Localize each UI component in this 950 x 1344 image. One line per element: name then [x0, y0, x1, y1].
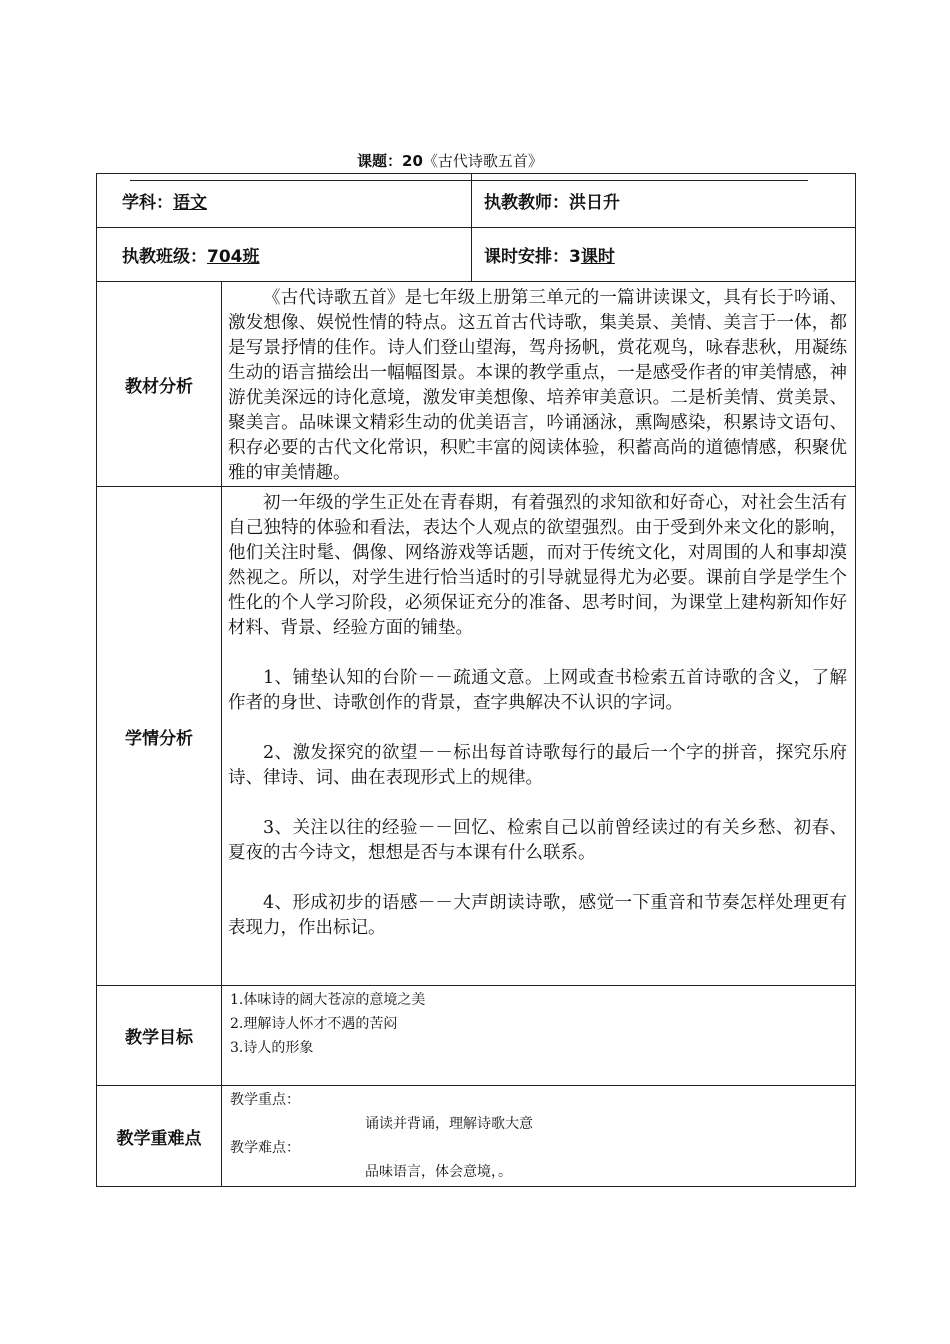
hours-unit: 课时 — [580, 247, 615, 267]
title-label: 课题：20 — [357, 152, 423, 170]
subject-value: 语文 — [173, 193, 207, 213]
focus-diff-label: 教学难点： — [230, 1140, 300, 1156]
lesson-plan-table — [96, 173, 856, 1187]
focus-diff-text: 品味语言，体会意境，。 — [365, 1164, 512, 1180]
students-text-cell — [222, 487, 856, 986]
class-cell — [97, 228, 472, 282]
focus-label: 教学重难点 — [97, 1086, 222, 1187]
material-label: 教材分析 — [97, 282, 222, 487]
students-label: 学情分析 — [97, 487, 222, 986]
goals-cell — [222, 986, 856, 1086]
subject-label: 学科： — [122, 193, 173, 213]
goal-item: 1.体味诗的阔大苍凉的意境之美 — [230, 992, 426, 1008]
students-paragraph: 初一年级的学生正处在青春期，有着强烈的求知欲和好奇心，对社会生活有自己独特的体验和看法，表达个人观点的欲望强烈。由于受到外来文化的影响，他们关注时髦、偶像、网络游戏等话题，而对于传统文化，对周围的人和事却漠然视之。所以，对学生进行恰当适时的引导就显得尤为必要。课前自学是学生个性化的个人学习阶段，必须保证充分的准备、思考时间，为课堂上建构新知作好材料、背景、经验方面的铺垫。 — [228, 493, 847, 638]
goal-item: 3.诗人的形象 — [230, 1040, 314, 1056]
class-label: 执教班级： — [122, 247, 207, 267]
teacher-label: 执教教师： — [484, 193, 569, 213]
hours-cell — [472, 228, 856, 282]
subject-cell — [97, 174, 472, 228]
students-paragraph: 4、形成初步的语感－－大声朗读诗歌，感觉一下重音和节奏怎样处理更有表现力，作出标记。 — [228, 893, 847, 938]
teacher-value: 洪日升 — [569, 193, 620, 213]
focus-cell — [222, 1086, 856, 1187]
material-text: 《古代诗歌五首》是七年级上册第三单元的一篇讲读课文，具有长于吟诵、激发想像、娱悦性情的特点。这五首古代诗歌，集美景、美情、美言于一体，都是写景抒情的佳作。诗人们登山望海，驾舟扬帆，赏花观鸟，咏春悲秋，用凝练生动的语言描绘出一幅幅图景。本课的教学重点，一是感受作者的审美情感，神游优美深远的诗化意境，激发审美想像、培养审美意识。二是析美情、赏美景、聚美言。品味课文精彩生动的优美语言，吟诵涵泳，熏陶感染，积累诗文语句、积存必要的古代文化常识，积贮丰富的阅读体验，积蓄高尚的道德情感，积聚优雅的审美情趣。 — [228, 288, 847, 483]
students-paragraph: 3、关注以往的经验－－回忆、检索自己以前曾经读过的有关乡愁、初春、夏夜的古今诗文，想想是否与本课有什么联系。 — [228, 818, 847, 863]
goals-label: 教学目标 — [97, 986, 222, 1086]
title-text: 《古代诗歌五首》 — [422, 152, 543, 170]
page-title — [0, 150, 900, 171]
students-paragraph: 1、铺垫认知的台阶－－疏通文意。上网或查书检索五首诗歌的含义，了解作者的身世、诗歌创作的背景，查字典解决不认识的字词。 — [228, 668, 847, 713]
focus-key-text: 诵读并背诵，理解诗歌大意 — [365, 1116, 533, 1132]
hours-num: 3 — [569, 247, 581, 267]
teacher-cell — [472, 174, 856, 228]
students-paragraph: 2、激发探究的欲望－－标出每首诗歌每行的最后一个字的拼音，探究乐府诗、律诗、词、曲在表现形式上的规律。 — [228, 743, 847, 788]
material-text-cell — [222, 282, 856, 487]
goal-item: 2.理解诗人怀才不遇的苦闷 — [230, 1016, 398, 1032]
class-value: 704班 — [207, 247, 260, 267]
hours-label: 课时安排： — [484, 247, 569, 267]
focus-key-label: 教学重点： — [230, 1092, 300, 1108]
